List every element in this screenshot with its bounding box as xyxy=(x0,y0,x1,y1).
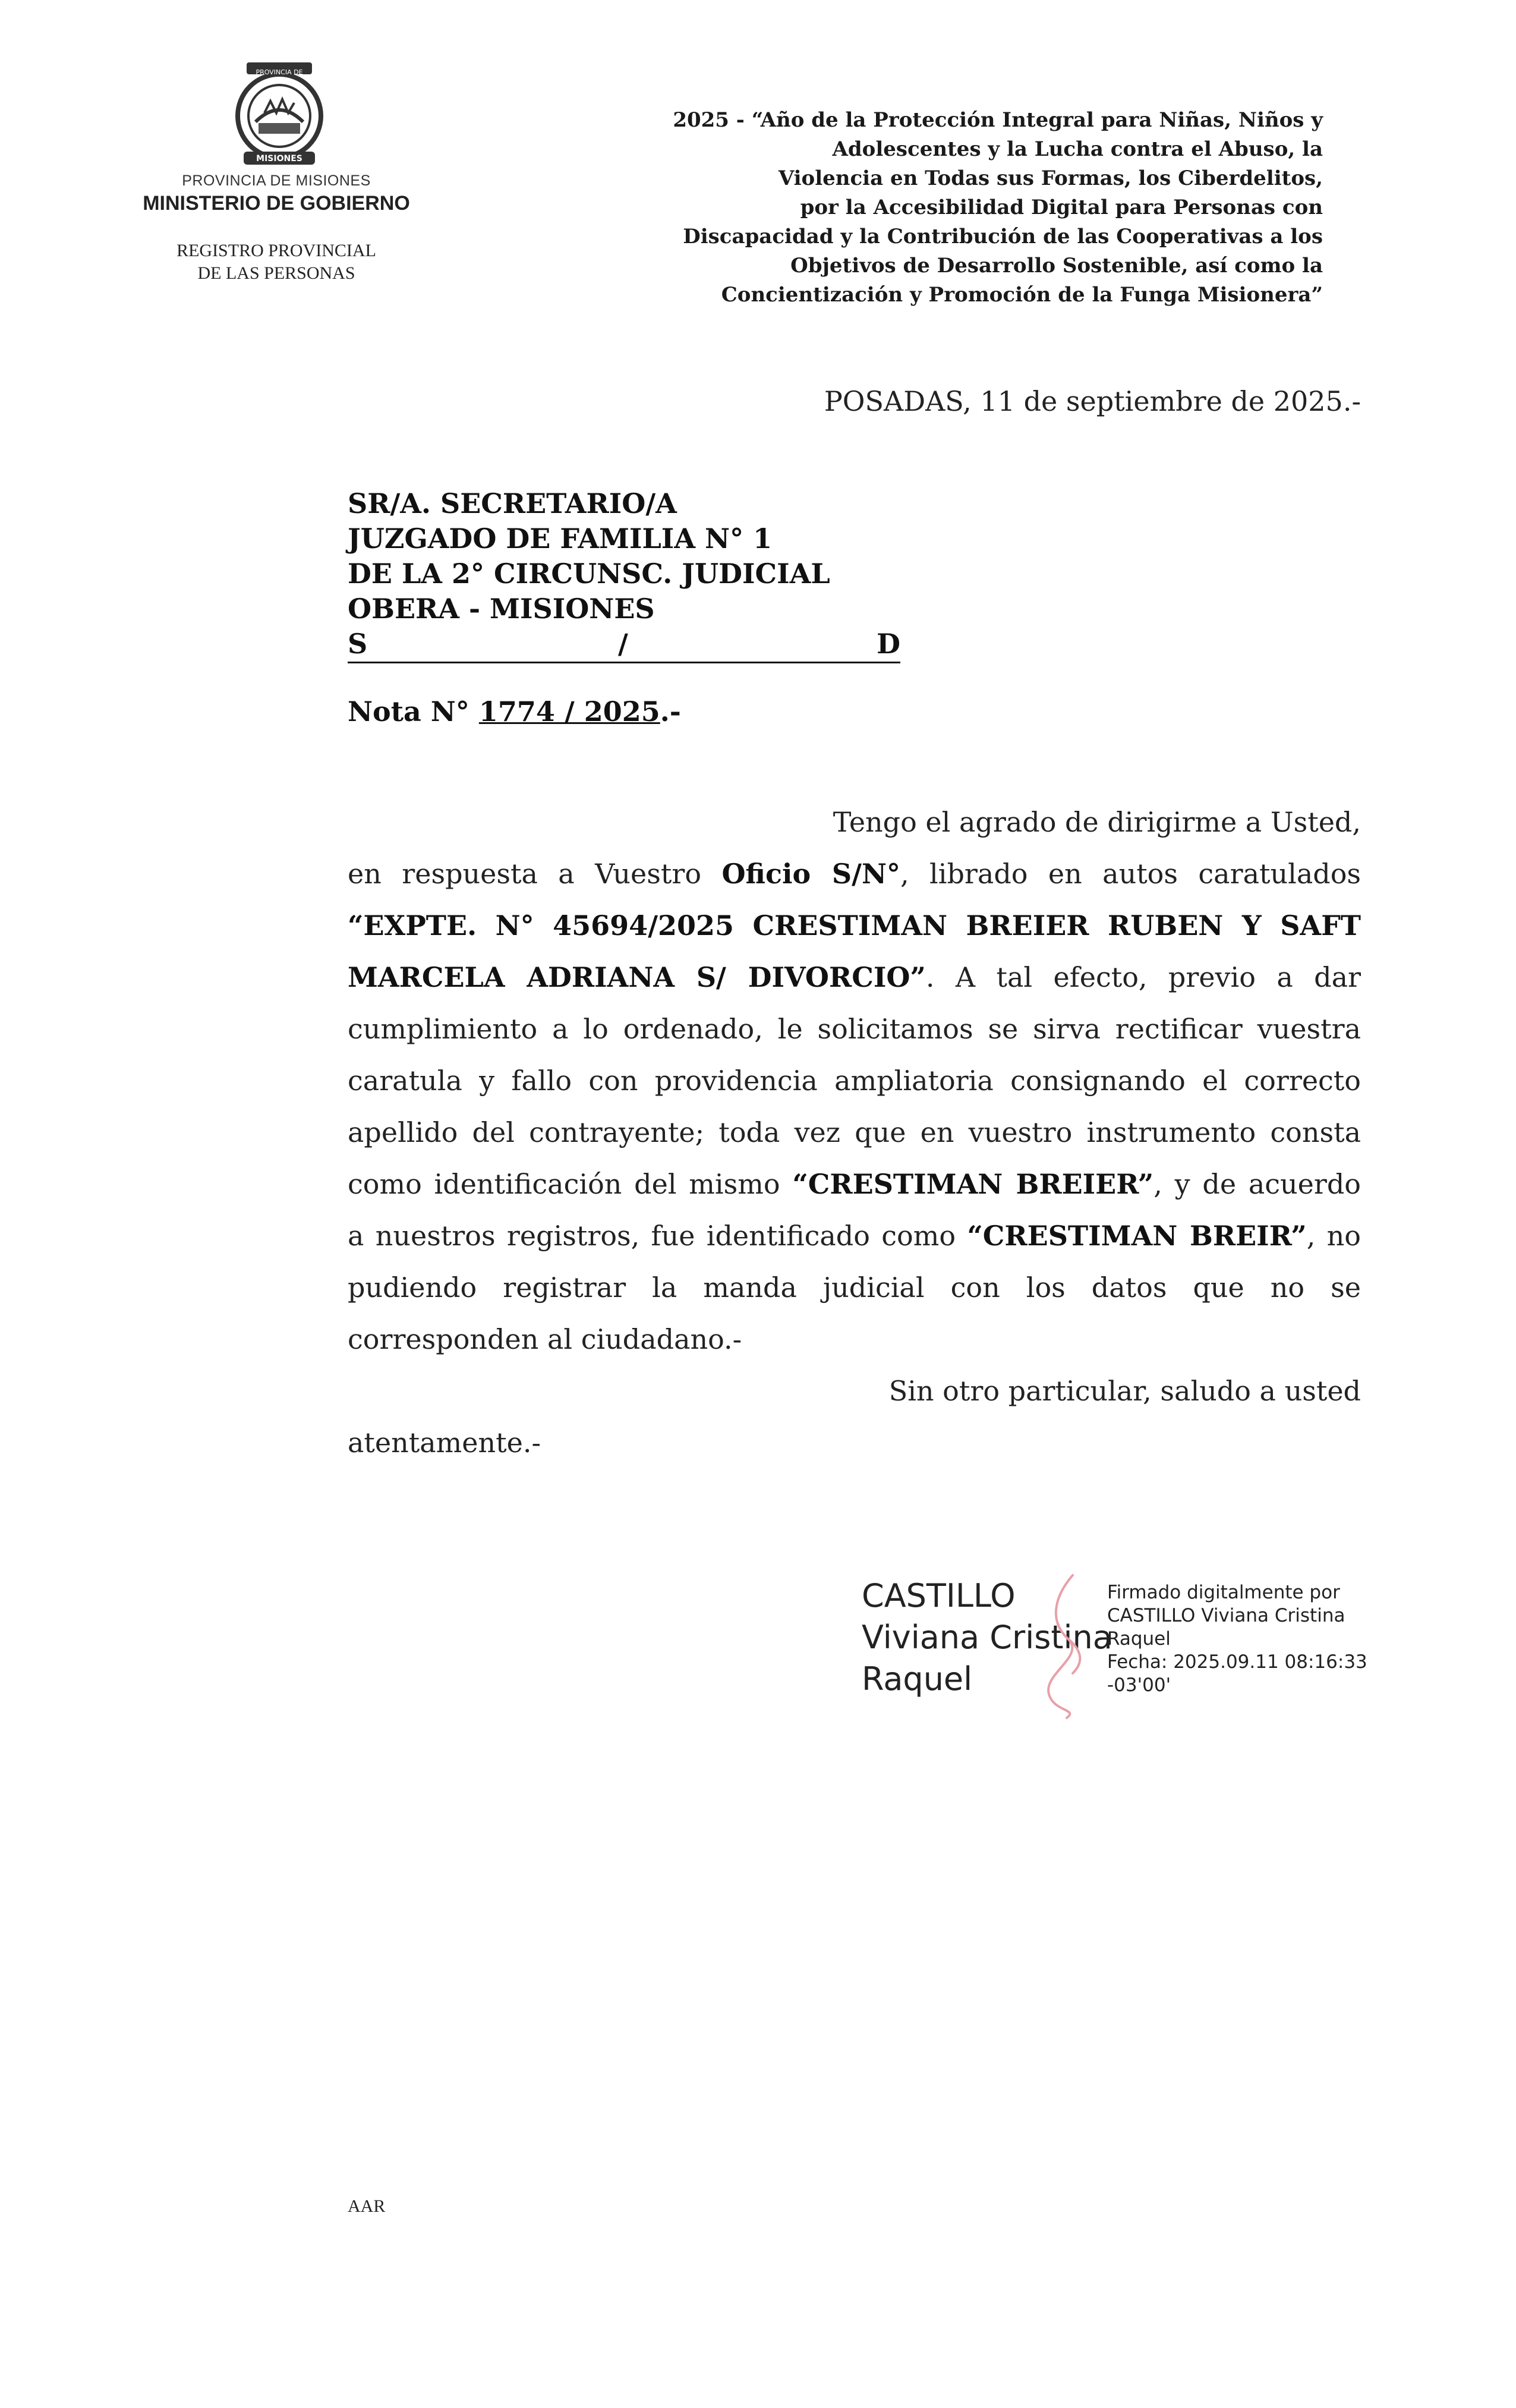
motto-line: Concientización y Promoción de la Funga Misionera” xyxy=(721,283,1323,307)
sd-slash: / xyxy=(618,628,628,660)
body-line: pudiendo registrar la manda judicial con los datos que no se xyxy=(348,1271,1361,1304)
body-line: como identificación del mismo “CRESTIMAN BREIER”, y de acuerdo xyxy=(348,1168,1361,1200)
body-line: Tengo el agrado de dirigirme a Usted, xyxy=(833,806,1361,838)
body-line: en respuesta a Vuestro Oficio S/N°, librado en autos caratulados xyxy=(348,858,1361,890)
motto-line: 2025 - “Año de la Protección Integral para Niñas, Niños y xyxy=(673,108,1323,132)
registry-name-line1: REGISTRO PROVINCIAL xyxy=(177,241,376,260)
sd-d: D xyxy=(877,628,900,660)
addressee-line: JUZGADO DE FAMILIA N° 1 xyxy=(348,522,773,555)
signer-name: CASTILLO Viviana Cristina Raquel xyxy=(862,1577,1112,1698)
typist-initials: AAR xyxy=(348,2196,386,2216)
closing-line: Sin otro particular, saludo a usted xyxy=(888,1375,1361,1407)
motto-line: Discapacidad y la Contribución de las Cooperativas a los xyxy=(683,225,1323,248)
body-line: cumplimiento a lo ordenado, le solicitamos se sirva rectificar vuestra xyxy=(348,1013,1361,1045)
ministry-name: MINISTERIO DE GOBIERNO xyxy=(143,192,410,215)
motto-line: Adolescentes y la Lucha contra el Abuso, la xyxy=(832,137,1323,161)
note-number-value: 1774 / 2025 xyxy=(478,695,660,728)
official-motto xyxy=(491,106,1323,310)
svg-text:PROVINCIA DE: PROVINCIA DE xyxy=(256,68,303,76)
addressee-block xyxy=(348,486,900,663)
signature-mark-icon xyxy=(1031,1572,1102,1721)
su-despacho-line xyxy=(348,627,900,663)
body-line: corresponden al ciudadano.- xyxy=(348,1323,742,1355)
letter-body xyxy=(348,797,1361,1469)
body-line: apellido del contrayente; toda vez que en vuestro instrumento consta xyxy=(348,1116,1361,1148)
body-line: “EXPTE. N° 45694/2025 CRESTIMAN BREIER RUBEN Y SAFT xyxy=(348,909,1361,942)
note-prefix: Nota N° xyxy=(348,695,469,728)
closing-line: atentamente.- xyxy=(348,1427,541,1459)
note-number xyxy=(348,695,681,728)
addressee-line: OBERA - MISIONES xyxy=(348,593,655,625)
digital-signature-details: Firmado digitalmente por CASTILLO Viviana Cristina Raquel Fecha: 2025.09.11 08:16:33 -03'00' xyxy=(1107,1582,1367,1696)
motto-line: Violencia en Todas sus Formas, los Ciberdelitos, xyxy=(778,166,1323,190)
addressee-line: SR/A. SECRETARIO/A xyxy=(348,487,677,520)
motto-line: por la Accesibilidad Digital para Personas con xyxy=(800,196,1323,219)
motto-line: Objetivos de Desarrollo Sostenible, así como la xyxy=(790,254,1323,278)
sd-s: S xyxy=(348,628,368,660)
institution-header xyxy=(137,56,416,294)
body-line: a nuestros registros, fue identificado como “CRESTIMAN BREIR”, no xyxy=(348,1220,1361,1252)
province-name: PROVINCIA DE MISIONES xyxy=(182,172,371,189)
letter-date: POSADAS, 11 de septiembre de 2025.- xyxy=(824,385,1361,417)
addressee-line: DE LA 2° CIRCUNSC. JUDICIAL xyxy=(348,558,830,590)
provincial-seal-logo xyxy=(223,56,336,169)
body-line: MARCELA ADRIANA S/ DIVORCIO”. A tal efecto, previo a dar xyxy=(348,961,1361,993)
note-suffix: .- xyxy=(660,695,681,728)
svg-text:MISIONES: MISIONES xyxy=(256,154,302,163)
registry-name-line2: DE LAS PERSONAS xyxy=(197,263,355,283)
body-line: caratula y fallo con providencia ampliatoria consignando el correcto xyxy=(348,1065,1361,1097)
